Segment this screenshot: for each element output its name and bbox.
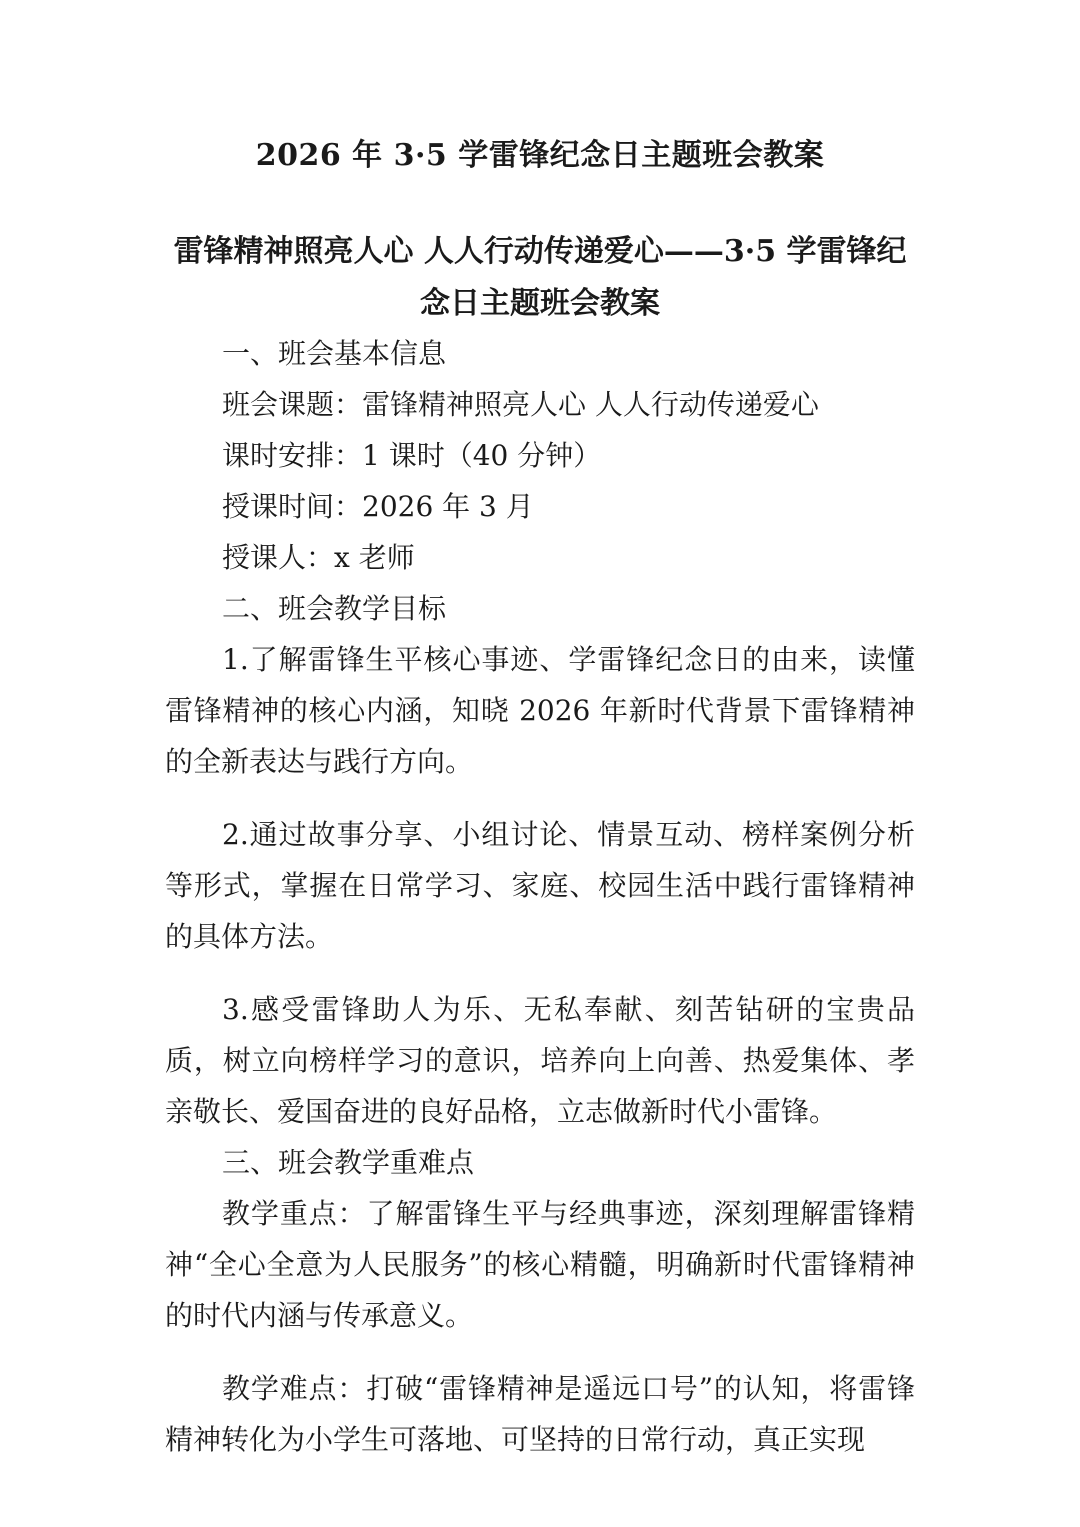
goal-paragraph-1: 1.了解雷锋生平核心事迹、学雷锋纪念日的由来，读懂雷锋精神的核心内涵，知晓 2026 年新时代背景下雷锋精神的全新表达与践行方向。 xyxy=(165,643,915,778)
info-topic: 班会课题：雷锋精神照亮人心 人人行动传递爱心 xyxy=(222,388,819,421)
goal-paragraph-2: 2.通过故事分享、小组讨论、情景互动、榜样案例分析等形式，掌握在日常学习、家庭、校园生活中践行雷锋精神的具体方法。 xyxy=(165,818,915,953)
document-title: 2026 年 3·5 学雷锋纪念日主题班会教案 xyxy=(255,138,825,173)
difficulty-paragraph: 教学难点：打破“雷锋精神是遥远口号”的认知，将雷锋精神转化为小学生可落地、可坚持的日常行动，真正实现 xyxy=(165,1372,915,1456)
document-body xyxy=(165,328,915,1465)
document-subtitle: 雷锋精神照亮人心 人人行动传递爱心——3·5 学雷锋纪念日主题班会教案 xyxy=(173,234,907,321)
info-duration: 课时安排：1 课时（40 分钟） xyxy=(222,439,602,472)
section-heading-basic-info: 一、班会基本信息 xyxy=(222,337,447,370)
goal-paragraph-3: 3.感受雷锋助人为乐、无私奉献、刻苦钻研的宝贵品质，树立向榜样学习的意识，培养向上向善、热爱集体、孝亲敬长、爱国奋进的良好品格，立志做新时代小雷锋。 xyxy=(165,993,915,1128)
info-time: 授课时间：2026 年 3 月 xyxy=(222,490,534,523)
section-heading-key-points: 三、班会教学重难点 xyxy=(222,1146,475,1179)
info-teacher: 授课人：x 老师 xyxy=(222,541,415,574)
key-point-paragraph: 教学重点：了解雷锋生平与经典事迹，深刻理解雷锋精神“全心全意为人民服务”的核心精髓，明确新时代雷锋精神的时代内涵与传承意义。 xyxy=(165,1197,915,1332)
section-heading-goals: 二、班会教学目标 xyxy=(222,592,447,625)
